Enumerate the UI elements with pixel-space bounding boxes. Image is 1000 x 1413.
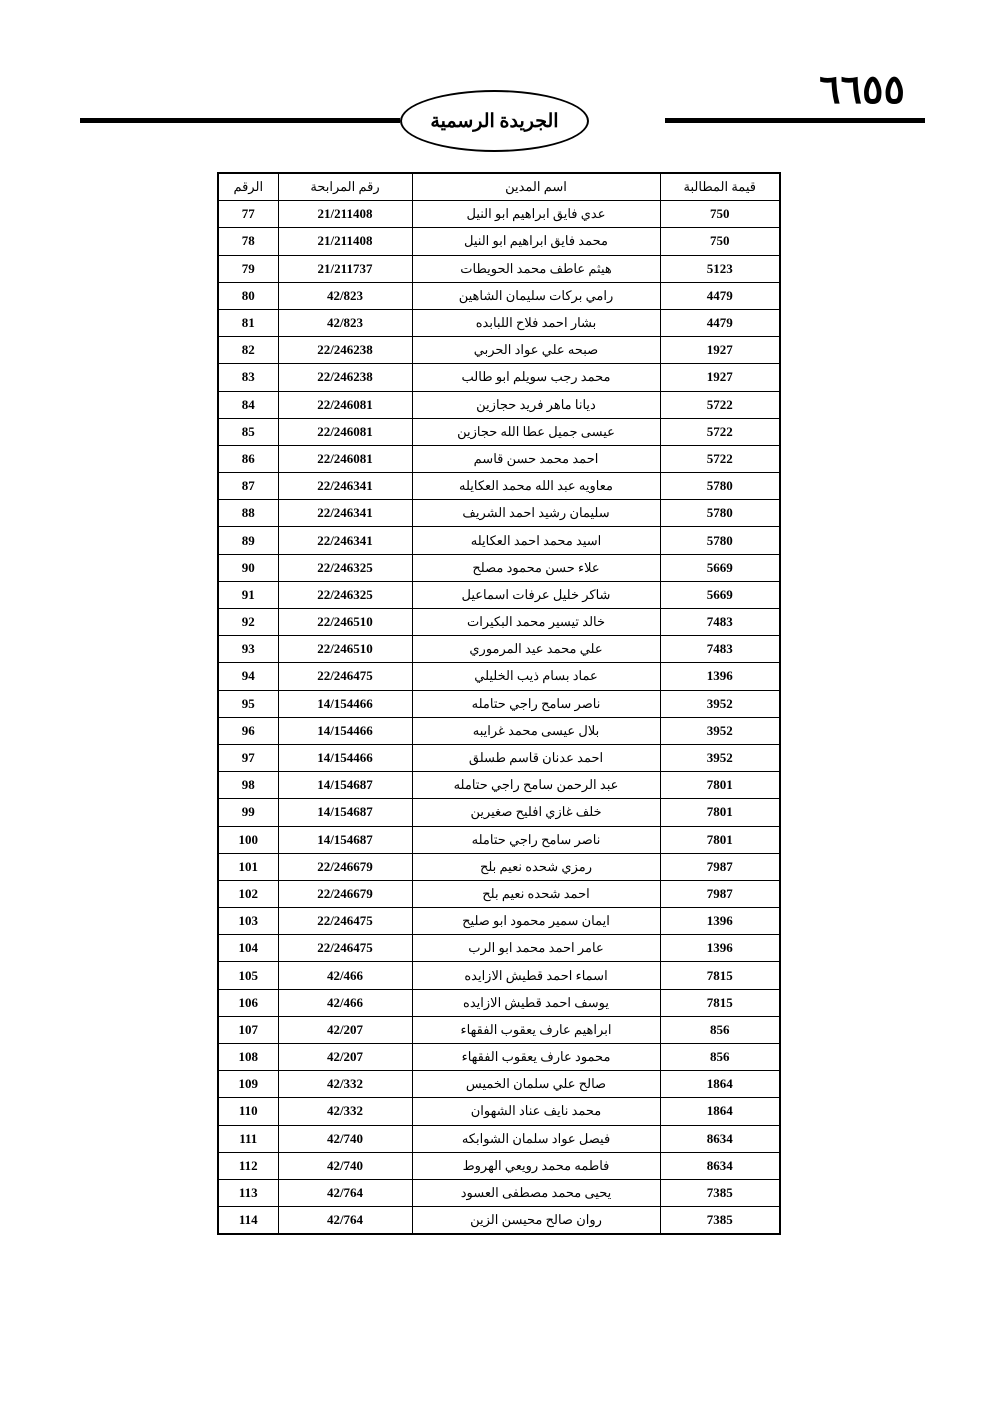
cell-row-number: 89 bbox=[218, 527, 278, 554]
cell-murabaha-number: 42/466 bbox=[278, 989, 412, 1016]
table-row bbox=[218, 690, 780, 717]
header-rule-right bbox=[665, 118, 925, 123]
cell-amount: 856 bbox=[660, 1044, 780, 1071]
header-rule-left bbox=[80, 118, 400, 123]
cell-amount: 1396 bbox=[660, 663, 780, 690]
table-row bbox=[218, 201, 780, 228]
cell-amount: 7987 bbox=[660, 880, 780, 907]
cell-murabaha-number: 22/246475 bbox=[278, 663, 412, 690]
cell-row-number: 87 bbox=[218, 473, 278, 500]
cell-amount: 7987 bbox=[660, 853, 780, 880]
cell-row-number: 109 bbox=[218, 1071, 278, 1098]
cell-row-number: 90 bbox=[218, 554, 278, 581]
cell-row-number: 94 bbox=[218, 663, 278, 690]
cell-murabaha-number: 22/246475 bbox=[278, 935, 412, 962]
cell-murabaha-number: 22/246081 bbox=[278, 391, 412, 418]
cell-debtor-name: شاكر خليل عرفات اسماعيل bbox=[412, 581, 660, 608]
cell-amount: 7815 bbox=[660, 962, 780, 989]
cell-debtor-name: فاطمه محمد رويعي الهروط bbox=[412, 1152, 660, 1179]
cell-debtor-name: احمد محمد حسن قاسم bbox=[412, 445, 660, 472]
debtors-table bbox=[217, 172, 781, 1235]
table-row bbox=[218, 473, 780, 500]
cell-row-number: 97 bbox=[218, 744, 278, 771]
cell-murabaha-number: 22/246510 bbox=[278, 609, 412, 636]
table-row bbox=[218, 554, 780, 581]
cell-debtor-name: فيصل عواد سلمان الشوابكه bbox=[412, 1125, 660, 1152]
cell-murabaha-number: 14/154466 bbox=[278, 690, 412, 717]
table-row bbox=[218, 717, 780, 744]
cell-debtor-name: صبحه علي عواد الحربي bbox=[412, 337, 660, 364]
table-row bbox=[218, 364, 780, 391]
table-row bbox=[218, 581, 780, 608]
cell-murabaha-number: 42/823 bbox=[278, 282, 412, 309]
cell-amount: 8634 bbox=[660, 1125, 780, 1152]
cell-amount: 7483 bbox=[660, 609, 780, 636]
cell-debtor-name: خالد تيسير محمد البكيرات bbox=[412, 609, 660, 636]
table-row bbox=[218, 636, 780, 663]
table-row bbox=[218, 255, 780, 282]
cell-row-number: 98 bbox=[218, 772, 278, 799]
table-row bbox=[218, 935, 780, 962]
cell-row-number: 106 bbox=[218, 989, 278, 1016]
cell-murabaha-number: 14/154687 bbox=[278, 826, 412, 853]
cell-murabaha-number: 14/154466 bbox=[278, 717, 412, 744]
cell-amount: 4479 bbox=[660, 309, 780, 336]
cell-murabaha-number: 22/246475 bbox=[278, 908, 412, 935]
cell-debtor-name: خلف غازي افليح صغيرين bbox=[412, 799, 660, 826]
cell-amount: 1864 bbox=[660, 1098, 780, 1125]
cell-murabaha-number: 21/211737 bbox=[278, 255, 412, 282]
cell-row-number: 80 bbox=[218, 282, 278, 309]
cell-row-number: 85 bbox=[218, 418, 278, 445]
cell-debtor-name: محمد فايق ابراهيم ابو النيل bbox=[412, 228, 660, 255]
cell-amount: 3952 bbox=[660, 690, 780, 717]
column-header-amount: قيمة المطالبة bbox=[660, 173, 780, 201]
cell-row-number: 114 bbox=[218, 1207, 278, 1235]
cell-amount: 7801 bbox=[660, 799, 780, 826]
table-row bbox=[218, 1071, 780, 1098]
cell-amount: 4479 bbox=[660, 282, 780, 309]
cell-murabaha-number: 42/332 bbox=[278, 1098, 412, 1125]
cell-amount: 750 bbox=[660, 228, 780, 255]
table-row bbox=[218, 228, 780, 255]
cell-debtor-name: عماد بسام ذيب الخليلي bbox=[412, 663, 660, 690]
cell-murabaha-number: 22/246679 bbox=[278, 880, 412, 907]
cell-debtor-name: عامر احمد محمد ابو الرب bbox=[412, 935, 660, 962]
cell-row-number: 96 bbox=[218, 717, 278, 744]
cell-row-number: 110 bbox=[218, 1098, 278, 1125]
publication-title-badge bbox=[400, 90, 589, 152]
cell-row-number: 101 bbox=[218, 853, 278, 880]
cell-amount: 5780 bbox=[660, 527, 780, 554]
table-row bbox=[218, 826, 780, 853]
cell-murabaha-number: 42/823 bbox=[278, 309, 412, 336]
cell-murabaha-number: 42/207 bbox=[278, 1044, 412, 1071]
cell-row-number: 78 bbox=[218, 228, 278, 255]
cell-murabaha-number: 22/246510 bbox=[278, 636, 412, 663]
table-row bbox=[218, 880, 780, 907]
cell-debtor-name: ناصر سامح راجي حتامله bbox=[412, 690, 660, 717]
cell-amount: 5780 bbox=[660, 473, 780, 500]
table-row bbox=[218, 772, 780, 799]
table-row bbox=[218, 663, 780, 690]
table-row bbox=[218, 500, 780, 527]
table-row bbox=[218, 962, 780, 989]
cell-debtor-name: رمزي شحده نعيم بلح bbox=[412, 853, 660, 880]
table-row bbox=[218, 445, 780, 472]
cell-row-number: 81 bbox=[218, 309, 278, 336]
cell-row-number: 77 bbox=[218, 201, 278, 228]
table-row bbox=[218, 799, 780, 826]
cell-debtor-name: علاء حسن محمود مصلح bbox=[412, 554, 660, 581]
cell-amount: 3952 bbox=[660, 744, 780, 771]
cell-amount: 1927 bbox=[660, 364, 780, 391]
table-row bbox=[218, 309, 780, 336]
cell-row-number: 86 bbox=[218, 445, 278, 472]
cell-murabaha-number: 21/211408 bbox=[278, 201, 412, 228]
cell-amount: 1396 bbox=[660, 908, 780, 935]
table-row bbox=[218, 744, 780, 771]
cell-row-number: 92 bbox=[218, 609, 278, 636]
cell-murabaha-number: 14/154687 bbox=[278, 799, 412, 826]
cell-murabaha-number: 14/154687 bbox=[278, 772, 412, 799]
cell-debtor-name: روان صالح محيسن الزين bbox=[412, 1207, 660, 1235]
cell-row-number: 107 bbox=[218, 1016, 278, 1043]
cell-murabaha-number: 42/740 bbox=[278, 1125, 412, 1152]
cell-murabaha-number: 22/246081 bbox=[278, 418, 412, 445]
table-row bbox=[218, 989, 780, 1016]
publication-title: الجريدة الرسمية bbox=[430, 110, 559, 132]
cell-murabaha-number: 22/246341 bbox=[278, 500, 412, 527]
cell-debtor-name: معاويه عبد الله محمد العكايله bbox=[412, 473, 660, 500]
cell-murabaha-number: 22/246325 bbox=[278, 581, 412, 608]
table-row bbox=[218, 391, 780, 418]
cell-amount: 7385 bbox=[660, 1179, 780, 1206]
cell-murabaha-number: 42/764 bbox=[278, 1207, 412, 1235]
cell-murabaha-number: 42/466 bbox=[278, 962, 412, 989]
table-row bbox=[218, 1044, 780, 1071]
cell-murabaha-number: 14/154466 bbox=[278, 744, 412, 771]
cell-row-number: 108 bbox=[218, 1044, 278, 1071]
cell-debtor-name: يحيى محمد مصطفى العسود bbox=[412, 1179, 660, 1206]
cell-debtor-name: علي محمد عيد المرموري bbox=[412, 636, 660, 663]
cell-debtor-name: بشار احمد فلاح اللبابده bbox=[412, 309, 660, 336]
cell-debtor-name: هيثم عاطف محمد الحويطات bbox=[412, 255, 660, 282]
cell-amount: 7385 bbox=[660, 1207, 780, 1235]
cell-amount: 5669 bbox=[660, 581, 780, 608]
cell-murabaha-number: 22/246238 bbox=[278, 364, 412, 391]
cell-debtor-name: بلال عيسى محمد غرايبه bbox=[412, 717, 660, 744]
cell-row-number: 79 bbox=[218, 255, 278, 282]
cell-amount: 5722 bbox=[660, 391, 780, 418]
cell-row-number: 104 bbox=[218, 935, 278, 962]
cell-debtor-name: ناصر سامح راجي حتامله bbox=[412, 826, 660, 853]
table-row bbox=[218, 1207, 780, 1235]
cell-row-number: 111 bbox=[218, 1125, 278, 1152]
table-row bbox=[218, 282, 780, 309]
cell-amount: 7483 bbox=[660, 636, 780, 663]
cell-debtor-name: اسماء احمد قطيش الازايده bbox=[412, 962, 660, 989]
debtors-table-container bbox=[219, 172, 781, 1235]
cell-row-number: 93 bbox=[218, 636, 278, 663]
page-header bbox=[80, 67, 925, 145]
cell-debtor-name: احمد عدنان قاسم طسلق bbox=[412, 744, 660, 771]
cell-row-number: 82 bbox=[218, 337, 278, 364]
cell-amount: 5722 bbox=[660, 418, 780, 445]
cell-amount: 7801 bbox=[660, 772, 780, 799]
cell-murabaha-number: 21/211408 bbox=[278, 228, 412, 255]
table-row bbox=[218, 1098, 780, 1125]
table-row bbox=[218, 609, 780, 636]
table-row bbox=[218, 1125, 780, 1152]
cell-row-number: 100 bbox=[218, 826, 278, 853]
cell-debtor-name: سليمان رشيد احمد الشريف bbox=[412, 500, 660, 527]
cell-amount: 1396 bbox=[660, 935, 780, 962]
cell-amount: 856 bbox=[660, 1016, 780, 1043]
cell-debtor-name: احمد شحده نعيم بلح bbox=[412, 880, 660, 907]
cell-row-number: 95 bbox=[218, 690, 278, 717]
cell-murabaha-number: 42/764 bbox=[278, 1179, 412, 1206]
cell-murabaha-number: 22/246238 bbox=[278, 337, 412, 364]
cell-debtor-name: ديانا ماهر فريد حجازين bbox=[412, 391, 660, 418]
table-row bbox=[218, 1179, 780, 1206]
table-row bbox=[218, 527, 780, 554]
cell-row-number: 83 bbox=[218, 364, 278, 391]
cell-murabaha-number: 42/207 bbox=[278, 1016, 412, 1043]
cell-amount: 5780 bbox=[660, 500, 780, 527]
cell-debtor-name: ايمان سمير محمود ابو صليح bbox=[412, 908, 660, 935]
cell-amount: 5123 bbox=[660, 255, 780, 282]
table-header-row bbox=[218, 173, 780, 201]
cell-row-number: 102 bbox=[218, 880, 278, 907]
cell-amount: 5722 bbox=[660, 445, 780, 472]
cell-murabaha-number: 42/332 bbox=[278, 1071, 412, 1098]
cell-debtor-name: رامي بركات سليمان الشاهين bbox=[412, 282, 660, 309]
cell-debtor-name: عبد الرحمن سامح راجي حتامله bbox=[412, 772, 660, 799]
cell-murabaha-number: 22/246081 bbox=[278, 445, 412, 472]
cell-row-number: 103 bbox=[218, 908, 278, 935]
column-header-ref: رقم المرابحة bbox=[278, 173, 412, 201]
table-row bbox=[218, 337, 780, 364]
cell-murabaha-number: 22/246341 bbox=[278, 527, 412, 554]
cell-debtor-name: محمد رجب سويلم ابو طالب bbox=[412, 364, 660, 391]
cell-row-number: 91 bbox=[218, 581, 278, 608]
cell-amount: 8634 bbox=[660, 1152, 780, 1179]
cell-murabaha-number: 42/740 bbox=[278, 1152, 412, 1179]
cell-debtor-name: محمد نايف عناد الشهوان bbox=[412, 1098, 660, 1125]
cell-amount: 7815 bbox=[660, 989, 780, 1016]
cell-murabaha-number: 22/246341 bbox=[278, 473, 412, 500]
cell-debtor-name: محمود عارف يعقوب الفقهاء bbox=[412, 1044, 660, 1071]
table-row bbox=[218, 1152, 780, 1179]
table-header bbox=[218, 173, 780, 201]
cell-murabaha-number: 22/246679 bbox=[278, 853, 412, 880]
cell-row-number: 113 bbox=[218, 1179, 278, 1206]
cell-debtor-name: عدي فايق ابراهيم ابو النيل bbox=[412, 201, 660, 228]
column-header-name: اسم المدين bbox=[412, 173, 660, 201]
cell-amount: 7801 bbox=[660, 826, 780, 853]
cell-murabaha-number: 22/246325 bbox=[278, 554, 412, 581]
column-header-num: الرقم bbox=[218, 173, 278, 201]
cell-row-number: 105 bbox=[218, 962, 278, 989]
cell-amount: 1927 bbox=[660, 337, 780, 364]
cell-debtor-name: يوسف احمد قطيش الازايده bbox=[412, 989, 660, 1016]
cell-row-number: 88 bbox=[218, 500, 278, 527]
cell-amount: 3952 bbox=[660, 717, 780, 744]
page-number: ٦٦٥٥ bbox=[819, 67, 905, 112]
cell-amount: 1864 bbox=[660, 1071, 780, 1098]
cell-row-number: 99 bbox=[218, 799, 278, 826]
cell-row-number: 112 bbox=[218, 1152, 278, 1179]
table-row bbox=[218, 853, 780, 880]
cell-debtor-name: صالح علي سلمان الخميس bbox=[412, 1071, 660, 1098]
cell-amount: 750 bbox=[660, 201, 780, 228]
cell-row-number: 84 bbox=[218, 391, 278, 418]
table-row bbox=[218, 418, 780, 445]
table-row bbox=[218, 908, 780, 935]
cell-debtor-name: اسيد محمد احمد العكايله bbox=[412, 527, 660, 554]
cell-debtor-name: ابراهيم عارف يعقوب الفقهاء bbox=[412, 1016, 660, 1043]
table-row bbox=[218, 1016, 780, 1043]
cell-amount: 5669 bbox=[660, 554, 780, 581]
table-body bbox=[218, 201, 780, 1235]
cell-debtor-name: عيسى جميل عطا الله حجازين bbox=[412, 418, 660, 445]
